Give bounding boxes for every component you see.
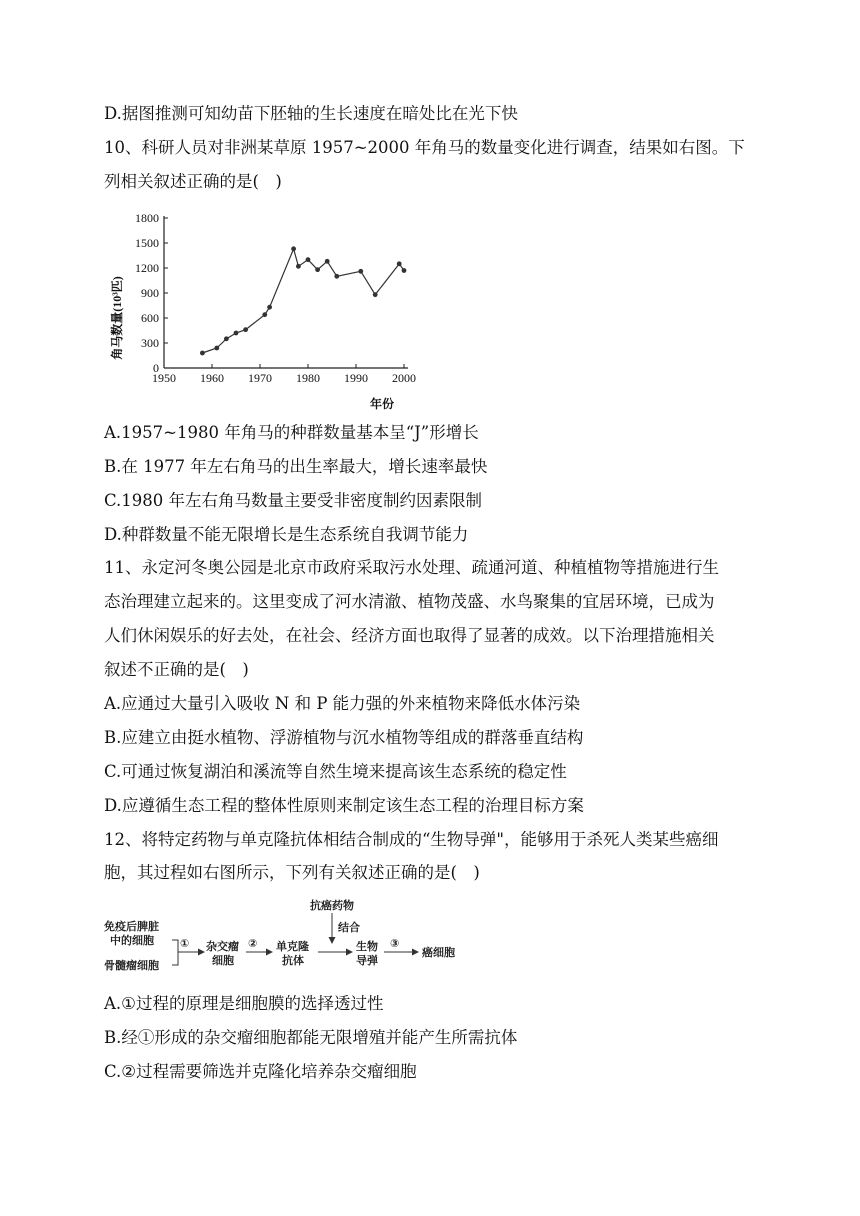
- y-tick-label: 1800: [135, 211, 159, 225]
- data-point: [243, 327, 248, 332]
- step-3-label: ③: [390, 937, 400, 950]
- x-tick-label: 1980: [296, 371, 320, 385]
- text-line: 10、科研人员对非洲某草原 1957~2000 年角马的数量变化进行调查，结果如右图。下: [104, 138, 745, 157]
- text-line: C.1980 年左右角马数量主要受非密度制约因素限制: [104, 491, 483, 510]
- text-line: 12、将特定药物与单克隆抗体相结合制成的“生物导弹"，能够用于杀死人类某些癌细: [104, 830, 719, 849]
- data-point: [358, 269, 363, 274]
- bind-label: 结合: [338, 921, 360, 934]
- text-line: D.种群数量不能无限增长是生态系统自我调节能力: [104, 525, 469, 544]
- process-flow-diagram: [100, 895, 460, 983]
- population-chart: [100, 200, 430, 415]
- data-point: [296, 264, 301, 269]
- x-tick-label: 1960: [200, 371, 224, 385]
- immune-cell-label: 免疫后脾脏: [104, 920, 159, 933]
- y-tick-label: 0: [153, 361, 159, 375]
- text-line: C.②过程需要筛选并克隆化培养杂交瘤细胞: [104, 1062, 417, 1081]
- y-axis-label: 角马数量(10³匹): [110, 276, 124, 360]
- text-line: B.经①形成的杂交瘤细胞都能无限增殖并能产生所需抗体: [104, 1028, 518, 1047]
- cancer-cell-label: 癌细胞: [422, 946, 455, 959]
- y-tick-label: 1200: [135, 261, 159, 275]
- text-line: 叙述不正确的是( ): [104, 660, 249, 679]
- text-line: 11、永定河冬奥公园是北京市政府采取污水处理、疏通河道、种植植物等措施进行生: [104, 558, 719, 577]
- antibody-label: 抗体: [282, 954, 304, 967]
- y-tick-label: 300: [141, 336, 159, 350]
- data-point: [397, 261, 402, 266]
- text-line: 人们休闲娱乐的好去处，在社会、经济方面也取得了显著的成效。以下治理措施相关: [104, 626, 715, 645]
- text-line: A.1957~1980 年角马的种群数量基本呈“J”形增长: [104, 423, 479, 442]
- chart-ticks: [135, 211, 416, 385]
- data-point: [306, 257, 311, 262]
- data-point: [214, 346, 219, 351]
- y-tick-label: 1500: [135, 236, 159, 250]
- text-line: D.据图推测可知幼苗下胚轴的生长速度在暗处比在光下快: [104, 104, 518, 123]
- data-point: [234, 331, 239, 336]
- y-tick-label: 900: [141, 286, 159, 300]
- hybridoma-label: 细胞: [212, 954, 234, 967]
- data-point: [315, 267, 320, 272]
- text-line: B.在 1977 年左右角马的出生率最大，增长速率最快: [104, 457, 488, 476]
- x-tick-label: 2000: [392, 371, 416, 385]
- data-point: [325, 259, 330, 264]
- data-point: [334, 274, 339, 279]
- data-point: [373, 292, 378, 297]
- x-axis-label: 年份: [369, 397, 395, 411]
- text-line: A.①过程的原理是细胞膜的选择透过性: [104, 994, 384, 1013]
- data-point: [402, 268, 407, 273]
- antibody-label: 单克隆: [276, 940, 309, 953]
- myeloma-cell-label: 骨髓瘤细胞: [104, 959, 159, 972]
- data-point: [267, 305, 272, 310]
- data-point: [262, 312, 267, 317]
- text-line: A.应通过大量引入吸收 N 和 P 能力强的外来植物来降低水体污染: [104, 694, 581, 713]
- text-line: B.应建立由挺水植物、浮游植物与沉水植物等组成的群落垂直结构: [104, 728, 584, 747]
- immune-cell-label: 中的细胞: [110, 934, 154, 947]
- missile-label: 生物: [356, 940, 378, 953]
- data-point: [224, 336, 229, 341]
- chart-series-line: [202, 249, 404, 353]
- text-line: 列相关叙述正确的是( ): [104, 172, 282, 191]
- data-point: [200, 351, 205, 356]
- text-line: D.应遵循生态工程的整体性原则来制定该生态工程的治理目标方案: [104, 796, 584, 815]
- x-tick-label: 1970: [248, 371, 272, 385]
- text-line: 态治理建立起来的。这里变成了河水清澈、植物茂盛、水鸟聚集的宜居环境，已成为: [104, 592, 715, 611]
- step-1-label: ①: [180, 937, 190, 950]
- hybridoma-label: 杂交瘤: [206, 940, 239, 953]
- text-line: C.可通过恢复湖泊和溪流等自然生境来提高该生态系统的稳定性: [104, 762, 567, 781]
- y-tick-label: 600: [141, 311, 159, 325]
- x-tick-label: 1990: [344, 371, 368, 385]
- step-2-label: ②: [248, 937, 258, 950]
- x-tick-label: 1950: [152, 371, 176, 385]
- chart-axes: [164, 216, 408, 368]
- data-point: [291, 246, 296, 251]
- missile-label: 导弹: [356, 954, 378, 967]
- drug-label: 抗癌药物: [310, 899, 354, 912]
- text-line: 胞，其过程如右图所示，下列有关叙述正确的是( ): [104, 863, 480, 882]
